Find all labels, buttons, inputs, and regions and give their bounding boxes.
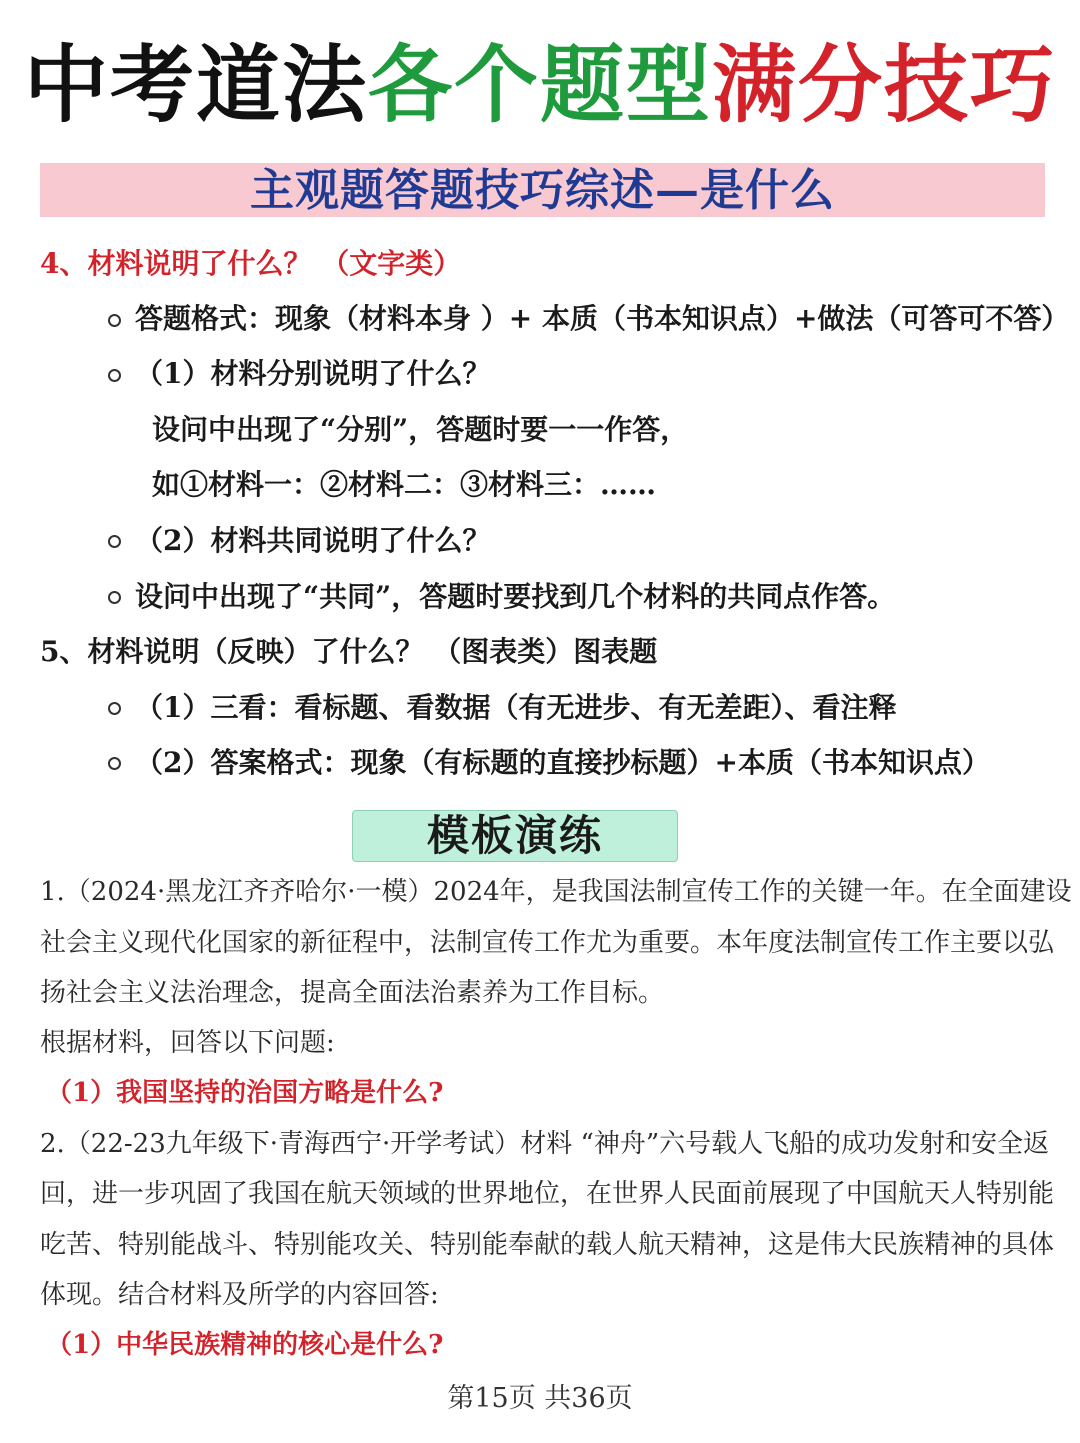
bullet-icon: [108, 314, 121, 327]
q2-text-line: 2.（22-23九年级下·青海西宁·开学考试）材料 “神舟”六号载人飞船的成功发射和安全返: [40, 1129, 1050, 1159]
bullet-icon: [108, 591, 121, 604]
bullet-icon: [108, 757, 121, 770]
section5-item2: （2）答案格式：现象（有标题的直接抄标题）+本质（书本知识点）: [135, 746, 990, 779]
section-banner: [40, 163, 1045, 217]
bullet-icon: [108, 702, 121, 715]
banner-text: 主观题答题技巧综述—是什么: [250, 165, 835, 216]
section4-item1-example: 如①材料一：②材料二：③材料三：……: [152, 468, 657, 501]
title-part-black: 中考道法: [23, 36, 368, 134]
title-part-red: 满分技巧: [712, 36, 1057, 134]
bullet-icon: [108, 369, 121, 382]
section4-item2-detail: 设问中出现了“共同”，答题时要找到几个材料的共同点作答。: [135, 580, 896, 613]
section4-format: 答题格式：现象（材料本身 ）+ 本质（书本知识点）+做法（可答可不答）: [135, 302, 1070, 335]
q1-text-line: 根据材料，回答以下问题:: [40, 1028, 335, 1058]
bullet-icon: [108, 535, 121, 548]
title-part-green: 各个题型: [367, 36, 712, 134]
page-title: [0, 30, 1080, 140]
section4-item1: （1）材料分别说明了什么？: [135, 357, 491, 390]
q1-text-line: 扬社会主义法治理念，提高全面法治素养为工作目标。: [40, 978, 665, 1008]
section5-heading: 5、材料说明（反映）了什么？ （图表类）图表题: [40, 635, 658, 668]
q1-text-line: 1.（2024·黑龙江齐齐哈尔·一模）2024年，是我国法制宣传工作的关键一年。在全面建设: [40, 877, 1072, 907]
q2-question: （1）中华民族精神的核心是什么?: [46, 1330, 444, 1360]
q2-text-line: 回，进一步巩固了我国在航天领域的世界地位，在世界人民面前展现了中国航天人特别能: [40, 1179, 1055, 1209]
q1-text-line: 社会主义现代化国家的新征程中，法制宣传工作尤为重要。本年度法制宣传工作主要以弘: [40, 928, 1055, 958]
section5-item1: （1）三看：看标题、看数据（有无进步、有无差距）、看注释: [135, 691, 897, 724]
q2-text-line: 体现。结合材料及所学的内容回答:: [40, 1280, 439, 1310]
page-number: 第15页 共36页: [447, 1383, 633, 1414]
section4-heading: 4、材料说明了什么？ （文字类）: [40, 247, 462, 280]
template-practice-title: 模板演练: [352, 810, 678, 862]
section4-item2: （2）材料共同说明了什么？: [135, 524, 491, 557]
q1-question: （1）我国坚持的治国方略是什么?: [46, 1078, 444, 1108]
section4-item1-detail: 设问中出现了“分别”，答题时要一一作答，: [152, 413, 689, 446]
q2-text-line: 吃苦、特别能战斗、特别能攻关、特别能奉献的载人航天精神，这是伟大民族精神的具体: [40, 1230, 1055, 1260]
